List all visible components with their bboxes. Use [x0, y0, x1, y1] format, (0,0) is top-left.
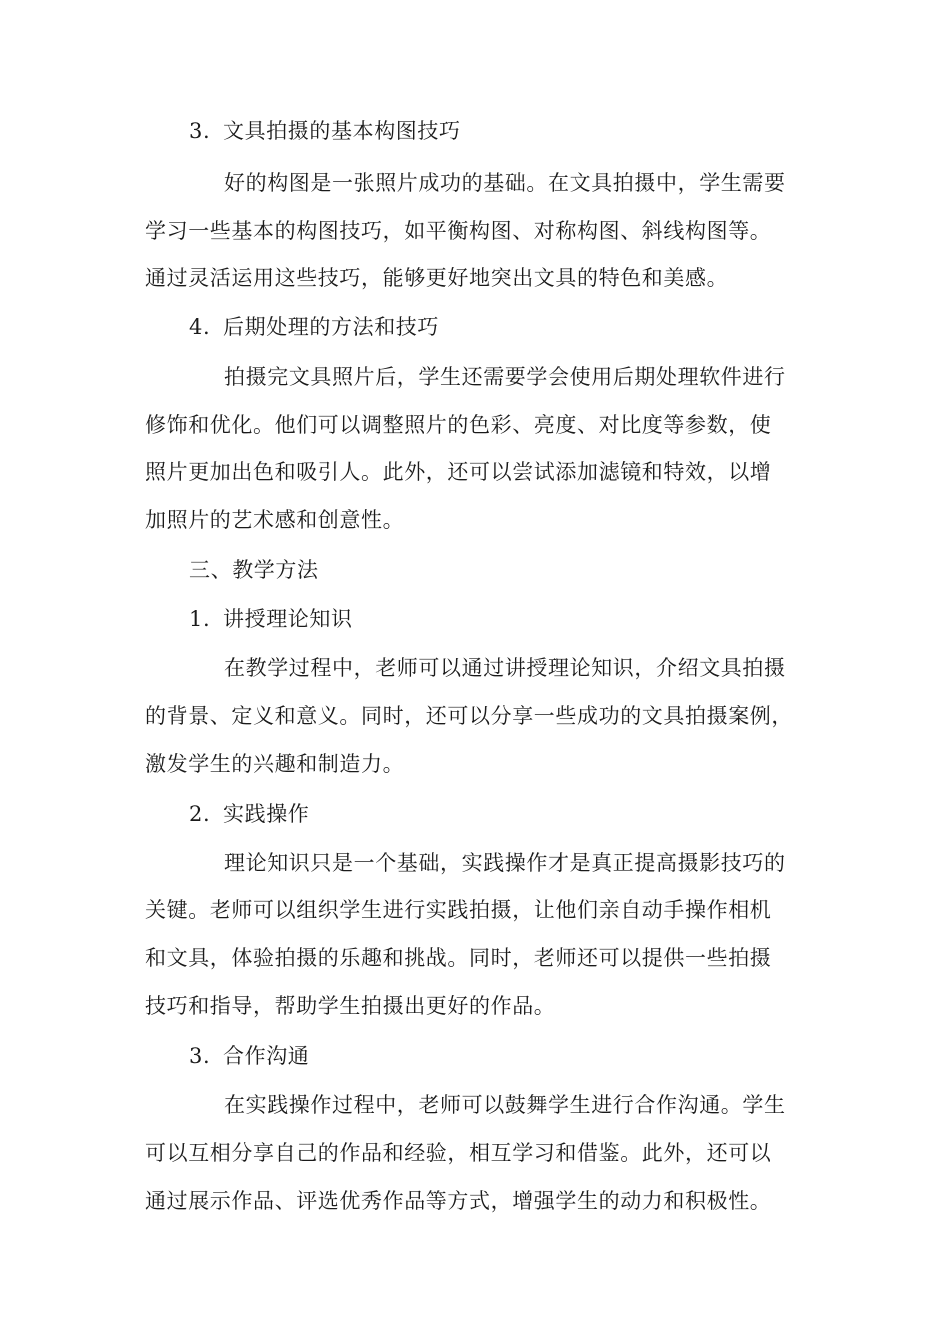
paragraph-line: 激发学生的兴趣和制造力。 — [145, 752, 405, 776]
section-heading — [189, 799, 849, 829]
paragraph-line: 学习一些基本的构图技巧，如平衡构图、对称构图、斜线构图等。 — [145, 219, 772, 243]
paragraph-line: 通过灵活运用这些技巧，能够更好地突出文具的特色和美感。 — [145, 266, 729, 290]
heading-text: 讲授理论知识 — [223, 607, 353, 631]
paragraph-line: 修饰和优化。他们可以调整照片的色彩、亮度、对比度等参数，使 — [145, 413, 772, 437]
heading-text: 后期处理的方法和技巧 — [223, 315, 439, 339]
heading-number: 4. — [189, 315, 211, 339]
heading-text: 合作沟通 — [223, 1044, 310, 1068]
paragraph-line: 在实践操作过程中，老师可以鼓舞学生进行合作沟通。学生 — [224, 1093, 786, 1117]
heading-number: 3. — [189, 119, 211, 143]
paragraph-line: 技巧和指导，帮助学生拍摄出更好的作品。 — [145, 994, 556, 1018]
heading-number: 2. — [189, 802, 211, 826]
paragraph-line: 加照片的艺术感和创意性。 — [145, 508, 405, 532]
paragraph-line: 可以互相分享自己的作品和经验，相互学习和借鉴。此外，还可以 — [145, 1141, 772, 1165]
paragraph-line: 关键。老师可以组织学生进行实践拍摄，让他们亲自动手操作相机 — [145, 898, 772, 922]
paragraph-line: 的背景、定义和意义。同时，还可以分享一些成功的文具拍摄案例， — [145, 704, 793, 728]
heading-number: 3. — [189, 1044, 211, 1068]
section-heading — [189, 1041, 849, 1071]
chapter-heading: 三、教学方法 — [189, 558, 319, 582]
heading-text: 实践操作 — [223, 802, 310, 826]
heading-number: 1. — [189, 607, 211, 631]
paragraph-line: 在教学过程中，老师可以通过讲授理论知识，介绍文具拍摄 — [224, 656, 786, 680]
paragraph-line: 理论知识只是一个基础，实践操作才是真正提高摄影技巧的 — [224, 851, 786, 875]
paragraph-line: 好的构图是一张照片成功的基础。在文具拍摄中，学生需要 — [224, 171, 786, 195]
paragraph-line: 通过展示作品、评选优秀作品等方式，增强学生的动力和积极性。 — [145, 1189, 772, 1213]
section-heading — [189, 312, 849, 342]
section-heading — [189, 604, 849, 634]
section-heading — [189, 116, 849, 146]
paragraph-line: 和文具，体验拍摄的乐趣和挑战。同时，老师还可以提供一些拍摄 — [145, 946, 772, 970]
paragraph-line: 照片更加出色和吸引人。此外，还可以尝试添加滤镜和特效，以增 — [145, 460, 772, 484]
paragraph-line: 拍摄完文具照片后，学生还需要学会使用后期处理软件进行 — [224, 365, 786, 389]
heading-text: 文具拍摄的基本构图技巧 — [223, 119, 461, 143]
